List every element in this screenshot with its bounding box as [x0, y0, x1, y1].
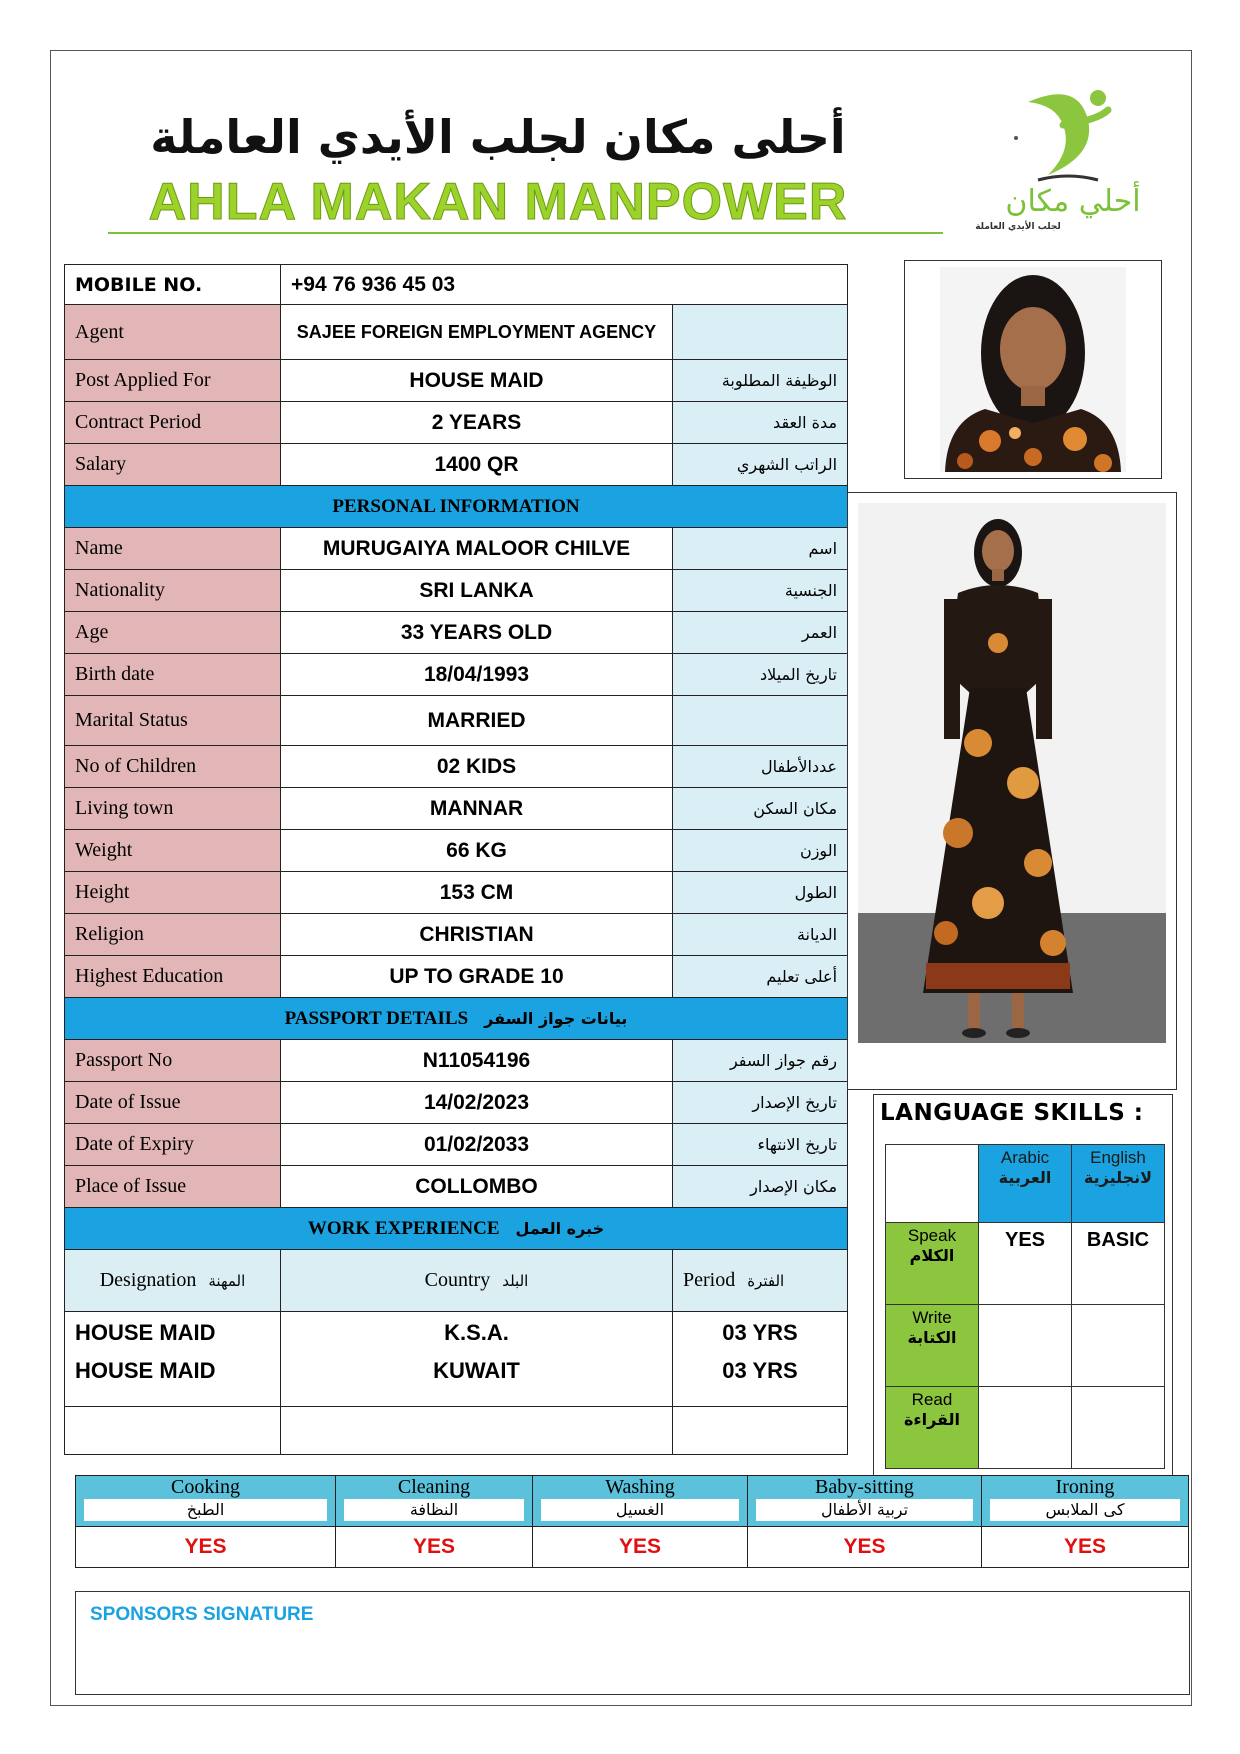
field-label: Age — [65, 612, 281, 654]
field-label: Nationality — [65, 570, 281, 612]
field-value: 33 YEARS OLD — [281, 612, 673, 654]
table-row — [65, 402, 848, 444]
table-row — [65, 528, 848, 570]
work-experience-heading — [65, 1208, 848, 1250]
field-label-arabic: عددالأطفال — [673, 746, 848, 788]
field-label: Date of Expiry — [65, 1124, 281, 1166]
table-row — [65, 612, 848, 654]
field-value: 18/04/1993 — [281, 654, 673, 696]
skills-value-row — [76, 1527, 1189, 1568]
field-label: Place of Issue — [65, 1166, 281, 1208]
section-header-row — [65, 486, 848, 528]
field-value: 01/02/2033 — [281, 1124, 673, 1166]
work-country: KUWAIT — [281, 1354, 673, 1407]
designation-header-en: Designation — [99, 1269, 197, 1291]
passport-heading — [65, 998, 848, 1040]
field-label-arabic: أعلى تعليم — [673, 956, 848, 998]
table-row — [65, 265, 848, 305]
field-label: Religion — [65, 914, 281, 956]
field-value: 02 KIDS — [281, 746, 673, 788]
write-label-en: Write — [912, 1308, 952, 1327]
field-value: UP TO GRADE 10 — [281, 956, 673, 998]
language-row — [886, 1305, 1165, 1387]
write-english-level — [1072, 1305, 1165, 1387]
period-header-en: Period — [683, 1269, 736, 1291]
field-label: Living town — [65, 788, 281, 830]
skills-table — [75, 1475, 1189, 1568]
work-period: 03 YRS — [673, 1312, 848, 1354]
table-row — [65, 788, 848, 830]
skill-washing-header — [533, 1476, 748, 1527]
table-row — [65, 1312, 848, 1354]
field-label-arabic: الوظيفة المطلوبة — [673, 360, 848, 402]
field-label: Agent — [65, 305, 281, 360]
empty-cell — [673, 1406, 848, 1454]
skill-label-en: Cleaning — [397, 1476, 471, 1498]
field-label: Date of Issue — [65, 1082, 281, 1124]
country-header-en: Country — [424, 1269, 491, 1291]
field-label-arabic: الديانة — [673, 914, 848, 956]
field-label-arabic: العمر — [673, 612, 848, 654]
skill-label-en: Ironing — [1055, 1476, 1115, 1498]
field-label: Weight — [65, 830, 281, 872]
skill-label-en: Baby-sitting — [815, 1476, 914, 1498]
passport-heading-ar: بيانات جواز السفر — [484, 1008, 628, 1028]
language-row — [886, 1387, 1165, 1469]
applicant-details-table — [64, 264, 848, 1455]
field-label: Contract Period — [65, 402, 281, 444]
designation-header-ar: المهنة — [208, 1272, 246, 1290]
field-label-arabic — [673, 696, 848, 746]
work-column-header-row — [65, 1250, 848, 1312]
table-row — [65, 1124, 848, 1166]
skill-label-ar: کی الملابس — [990, 1499, 1180, 1521]
logo-subtext-arabic: لجلب الأيدي العاملة — [975, 222, 1061, 232]
english-header-ar: لانجليزية — [1083, 1168, 1153, 1187]
field-value: 153 CM — [281, 872, 673, 914]
period-header-ar: الفترة — [747, 1272, 785, 1290]
language-skills-table — [885, 1144, 1165, 1469]
skill-ironing-value: YES — [982, 1527, 1189, 1568]
work-period: 03 YRS — [673, 1354, 848, 1407]
field-label-arabic: اسم — [673, 528, 848, 570]
english-column-header — [1072, 1145, 1165, 1223]
empty-cell — [281, 1406, 673, 1454]
field-label-arabic: الوزن — [673, 830, 848, 872]
field-value: 2 YEARS — [281, 402, 673, 444]
speak-label-ar: الكلام — [909, 1246, 955, 1265]
speak-label — [886, 1223, 979, 1305]
speak-label-en: Speak — [907, 1226, 957, 1245]
field-label: Post Applied For — [65, 360, 281, 402]
write-arabic-level — [979, 1305, 1072, 1387]
section-header-row — [65, 998, 848, 1040]
skill-label-en: Cooking — [171, 1476, 240, 1498]
table-row — [65, 654, 848, 696]
full-body-photo-image — [848, 493, 1176, 1089]
field-label: Birth date — [65, 654, 281, 696]
portrait-photo-image — [905, 261, 1161, 478]
language-row — [886, 1223, 1165, 1305]
mobile-label: MOBILE NO. — [65, 265, 281, 305]
table-row — [65, 696, 848, 746]
table-row — [65, 1354, 848, 1407]
skill-label-ar: النظافة — [344, 1499, 524, 1521]
empty-cell — [65, 1406, 281, 1454]
table-row — [65, 872, 848, 914]
field-label: Name — [65, 528, 281, 570]
table-row — [65, 360, 848, 402]
field-label: Highest Education — [65, 956, 281, 998]
skill-label-ar: الطبخ — [84, 1499, 327, 1521]
country-header-ar: البلد — [502, 1272, 529, 1290]
skill-cooking-value: YES — [76, 1527, 336, 1568]
field-label: Marital Status — [65, 696, 281, 746]
field-value: 14/02/2023 — [281, 1082, 673, 1124]
field-label: Salary — [65, 444, 281, 486]
arabic-column-header — [979, 1145, 1072, 1223]
field-value: 1400 QR — [281, 444, 673, 486]
section-header-row — [65, 1208, 848, 1250]
mobile-value: +94 76 936 45 03 — [281, 265, 848, 305]
designation-column-header — [65, 1250, 281, 1312]
table-row — [65, 1082, 848, 1124]
field-label-arabic — [673, 305, 848, 360]
skill-ironing-header — [982, 1476, 1189, 1527]
field-label-arabic: رقم جواز السفر — [673, 1040, 848, 1082]
personal-info-heading: PERSONAL INFORMATION — [65, 486, 848, 528]
skill-washing-value: YES — [533, 1527, 748, 1568]
table-row — [65, 746, 848, 788]
skill-label-en: Washing — [605, 1476, 675, 1498]
read-label — [886, 1387, 979, 1469]
field-label: Height — [65, 872, 281, 914]
table-row — [65, 1040, 848, 1082]
read-arabic-level — [979, 1387, 1072, 1469]
skills-header-row — [76, 1476, 1189, 1527]
field-value: MARRIED — [281, 696, 673, 746]
field-label-arabic: مدة العقد — [673, 402, 848, 444]
field-value: CHRISTIAN — [281, 914, 673, 956]
skill-babysitting-value: YES — [748, 1527, 982, 1568]
arabic-header-ar: العربية — [998, 1168, 1052, 1187]
full-body-photo — [847, 492, 1177, 1090]
field-value: HOUSE MAID — [281, 360, 673, 402]
field-value: 66 KG — [281, 830, 673, 872]
country-column-header — [281, 1250, 673, 1312]
field-label-arabic: الجنسية — [673, 570, 848, 612]
passport-heading-en: PASSPORT DETAILS — [284, 1007, 469, 1029]
field-label-arabic: الطول — [673, 872, 848, 914]
portrait-photo — [904, 260, 1162, 479]
empty-cell — [886, 1145, 979, 1223]
work-country: K.S.A. — [281, 1312, 673, 1354]
write-label-ar: الكتابة — [907, 1328, 957, 1347]
sponsor-signature-label: SPONSORS SIGNATURE — [90, 1604, 314, 1625]
period-column-header — [673, 1250, 848, 1312]
table-row — [65, 1166, 848, 1208]
skill-cleaning-value: YES — [336, 1527, 533, 1568]
field-label-arabic: تاريخ الميلاد — [673, 654, 848, 696]
field-value: MANNAR — [281, 788, 673, 830]
company-title-arabic: أحلى مكان لجلب الأيدي العاملة — [150, 110, 846, 164]
table-row — [65, 570, 848, 612]
language-skills-title: LANGUAGE SKILLS : — [880, 1100, 1144, 1126]
table-row — [65, 956, 848, 998]
speak-arabic-level: YES — [979, 1223, 1072, 1305]
work-designation: HOUSE MAID — [65, 1354, 281, 1407]
title-underline — [108, 232, 943, 234]
field-label: No of Children — [65, 746, 281, 788]
skill-babysitting-header — [748, 1476, 982, 1527]
skill-cleaning-header — [336, 1476, 533, 1527]
field-label: Passport No — [65, 1040, 281, 1082]
arabic-header-en: Arabic — [1000, 1148, 1050, 1167]
work-designation: HOUSE MAID — [65, 1312, 281, 1354]
work-heading-en: WORK EXPERIENCE — [307, 1217, 500, 1239]
skill-cooking-header — [76, 1476, 336, 1527]
table-row — [65, 830, 848, 872]
work-heading-ar: خبره العمل — [515, 1218, 605, 1238]
agent-value: SAJEE FOREIGN EMPLOYMENT AGENCY — [281, 305, 673, 360]
field-value: SRI LANKA — [281, 570, 673, 612]
skill-label-ar: تربية الأطفال — [756, 1499, 973, 1521]
empty-row — [65, 1406, 848, 1454]
table-row — [65, 444, 848, 486]
field-label-arabic: مكان الإصدار — [673, 1166, 848, 1208]
table-row — [65, 914, 848, 956]
field-value: N11054196 — [281, 1040, 673, 1082]
field-value: COLLOMBO — [281, 1166, 673, 1208]
speak-english-level: BASIC — [1072, 1223, 1165, 1305]
english-header-en: English — [1090, 1148, 1146, 1167]
company-logo — [968, 80, 1168, 240]
skill-label-ar: الغسيل — [541, 1499, 739, 1521]
field-label-arabic: تاريخ الانتهاء — [673, 1124, 848, 1166]
field-label-arabic: مكان السكن — [673, 788, 848, 830]
read-english-level — [1072, 1387, 1165, 1469]
read-label-ar: القراءة — [903, 1410, 961, 1429]
field-label-arabic: تاريخ الإصدار — [673, 1082, 848, 1124]
logo-text-arabic: أحلي مكان — [1005, 184, 1141, 219]
company-title-english: AHLA MAKAN MANPOWER — [148, 173, 848, 231]
field-value: MURUGAIYA MALOOR CHILVE — [281, 528, 673, 570]
write-label — [886, 1305, 979, 1387]
read-label-en: Read — [911, 1390, 953, 1409]
table-row — [65, 305, 848, 360]
field-label-arabic: الراتب الشهري — [673, 444, 848, 486]
language-header-row — [886, 1145, 1165, 1223]
